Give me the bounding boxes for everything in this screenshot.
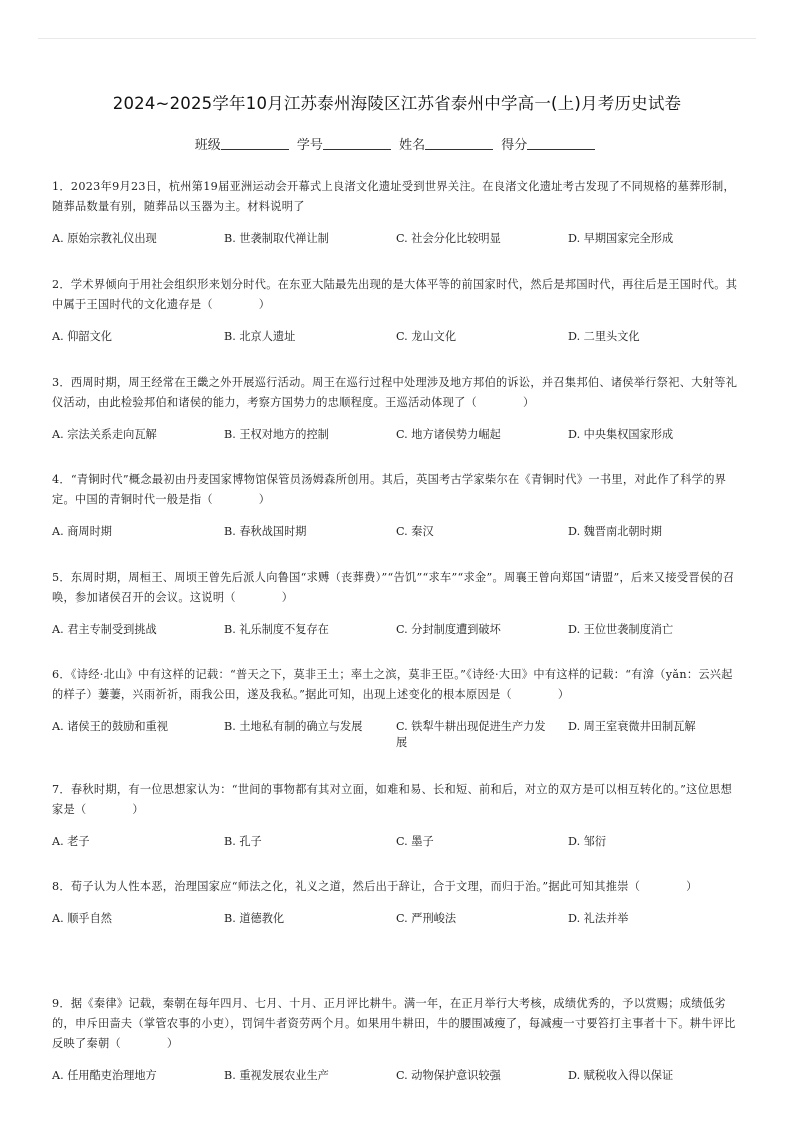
option-c[interactable]: C. 墨子 [396,835,434,848]
question-stem: 2．学术界倾向于用社会组织形来划分时代。在东亚大陆最先出现的是大体平等的前国家时代，然后是邦国时代，再往后是王国时代。其中属于王国时代的文化遗存是（ ） [52,278,738,311]
option-b[interactable]: B. 世袭制取代禅让制 [224,232,329,245]
question-7 [52,780,742,854]
question-8 [52,877,742,931]
option-c[interactable]: C. 地方诸侯势力崛起 [396,428,501,441]
question-6 [52,665,742,757]
question-9 [52,994,742,1088]
option-d[interactable]: D. 魏晋南北朝时期 [568,525,662,538]
score-label: 得分 [501,138,528,153]
question-stem: 5．东周时期，周桓王、周顷王曾先后派人向鲁国“求赙（丧葬费）”“告饥”“求车”“求金”。周襄王曾向郑国“请盟”，后来又接受晋侯的召唤，参加诸侯召开的会议。这说明（ ） [52,571,735,604]
question-stem: 1．2023年9月23日，杭州第19届亚洲运动会开幕式上良渚文化遗址受到世界关注。在良渚文化遗址考古发现了不同规格的墓葬形制，随葬品数量有别，随葬品以玉器为主。材料说明了 [52,180,736,213]
question-stem: 3．西周时期，周王经常在王畿之外开展巡行活动。周王在巡行过程中处理涉及地方邦伯的诉讼，并召集邦伯、诸侯举行祭祀、大射等礼仪活动，由此检验邦伯和诸侯的能力，考察方国势力的忠顺程度。王巡活动体现了（ ） [52,376,738,409]
option-b[interactable]: B. 重视发展农业生产 [224,1069,329,1082]
class-label: 班级 [194,138,221,153]
option-b[interactable]: B. 土地私有制的确立与发展 [224,720,363,733]
question-3 [52,373,742,447]
option-a[interactable]: A. 老子 [52,835,90,848]
question-stem: 6．《诗经·北山》中有这样的记载：“普天之下，莫非王土；率土之滨，莫非王臣。”《诗经·大田》中有这样的记载：“有渰（yǎn：云兴起的样子）萋萋，兴雨祈祈，雨我公田，遂及我私。”据此可知，出现上述变化的根本原因是（ ） [52,668,733,701]
option-row [52,834,742,854]
class-blank[interactable] [221,136,289,150]
name-label: 姓名 [399,138,426,153]
option-b[interactable]: B. 孔子 [224,835,262,848]
option-d[interactable]: D. 二里头文化 [568,330,640,343]
option-b[interactable]: B. 道德教化 [224,912,285,925]
option-row [52,524,742,544]
option-b[interactable]: B. 王权对地方的控制 [224,428,329,441]
option-row [52,719,742,757]
student-number-blank[interactable] [323,136,391,150]
option-a[interactable]: A. 宗法关系走向瓦解 [52,428,157,441]
option-c[interactable]: C. 严刑峻法 [396,912,457,925]
option-a[interactable]: A. 任用酷吏治理地方 [52,1069,157,1082]
option-a[interactable]: A. 君主专制受到挑战 [52,623,157,636]
question-5 [52,568,742,642]
question-stem: 7．春秋时期，有一位思想家认为：“世间的事物都有其对立面，如难和易、长和短、前和后，对立的双方是可以相互转化的。”这位思想家是（ ） [52,783,733,816]
option-c[interactable]: C. 分封制度遭到破坏 [396,623,501,636]
score-blank[interactable] [527,136,595,150]
option-d[interactable]: D. 早期国家完全形成 [568,232,674,245]
option-row [52,329,742,349]
option-d[interactable]: D. 中央集权国家形成 [568,428,674,441]
option-c[interactable]: C. 动物保护意识较强 [396,1069,501,1082]
option-a[interactable]: A. 诸侯王的鼓励和重视 [52,720,168,733]
question-2 [52,275,742,349]
option-a[interactable]: A. 顺乎自然 [52,912,112,925]
option-c[interactable]: C. 铁犁牛耕出现促进生产力发展 [396,720,546,749]
question-4 [52,470,742,544]
student-info-line [0,134,794,153]
option-b[interactable]: B. 礼乐制度不复存在 [224,623,329,636]
option-b[interactable]: B. 春秋战国时期 [224,525,307,538]
question-1 [52,177,742,251]
option-d[interactable]: D. 礼法并举 [568,912,629,925]
option-row [52,231,742,251]
student-number-label: 学号 [296,138,323,153]
option-row [52,622,742,642]
option-a[interactable]: A. 原始宗教礼仪出现 [52,232,157,245]
option-a[interactable]: A. 商周时期 [52,525,112,538]
option-d[interactable]: D. 邹衍 [568,835,607,848]
option-b[interactable]: B. 北京人遗址 [224,330,296,343]
question-stem: 4．“青铜时代”概念最初由丹麦国家博物馆保管员汤姆森所创用。其后，英国考古学家柴尔在《青铜时代》一书里，对此作了科学的界定。中国的青铜时代一般是指（ ） [52,473,727,506]
option-row [52,911,742,931]
option-d[interactable]: D. 周王室衰微井田制瓦解 [568,720,696,733]
option-row [52,1068,742,1088]
name-blank[interactable] [425,136,493,150]
question-stem: 9．据《秦律》记载，秦朝在每年四月、七月、十月、正月评比耕牛。满一年，在正月举行大考核，成绩优秀的，予以赏赐；成绩低劣的，申斥田啬夫（掌管农事的小吏），罚饲牛者资劳两个月。如果用牛耕田，牛的腰围减瘦了，每减瘦一寸要笞打主事者十下。耕牛评比反映了秦朝（ ） [52,997,736,1050]
header-rule [38,38,756,39]
option-a[interactable]: A. 仰韶文化 [52,330,112,343]
option-row [52,427,742,447]
option-c[interactable]: C. 龙山文化 [396,330,457,343]
question-stem: 8．荀子认为人性本恶，治理国家应“师法之化，礼义之道，然后出于辞让，合于文理，而归于治。”据此可知其推崇（ ） [52,880,698,893]
option-d[interactable]: D. 王位世袭制度消亡 [568,623,674,636]
option-d[interactable]: D. 赋税收入得以保证 [568,1069,674,1082]
page-title: 2024~2025学年10月江苏泰州海陵区江苏省泰州中学高一(上)月考历史试卷 [112,94,682,113]
option-c[interactable]: C. 社会分化比较明显 [396,232,501,245]
option-c[interactable]: C. 秦汉 [396,525,434,538]
